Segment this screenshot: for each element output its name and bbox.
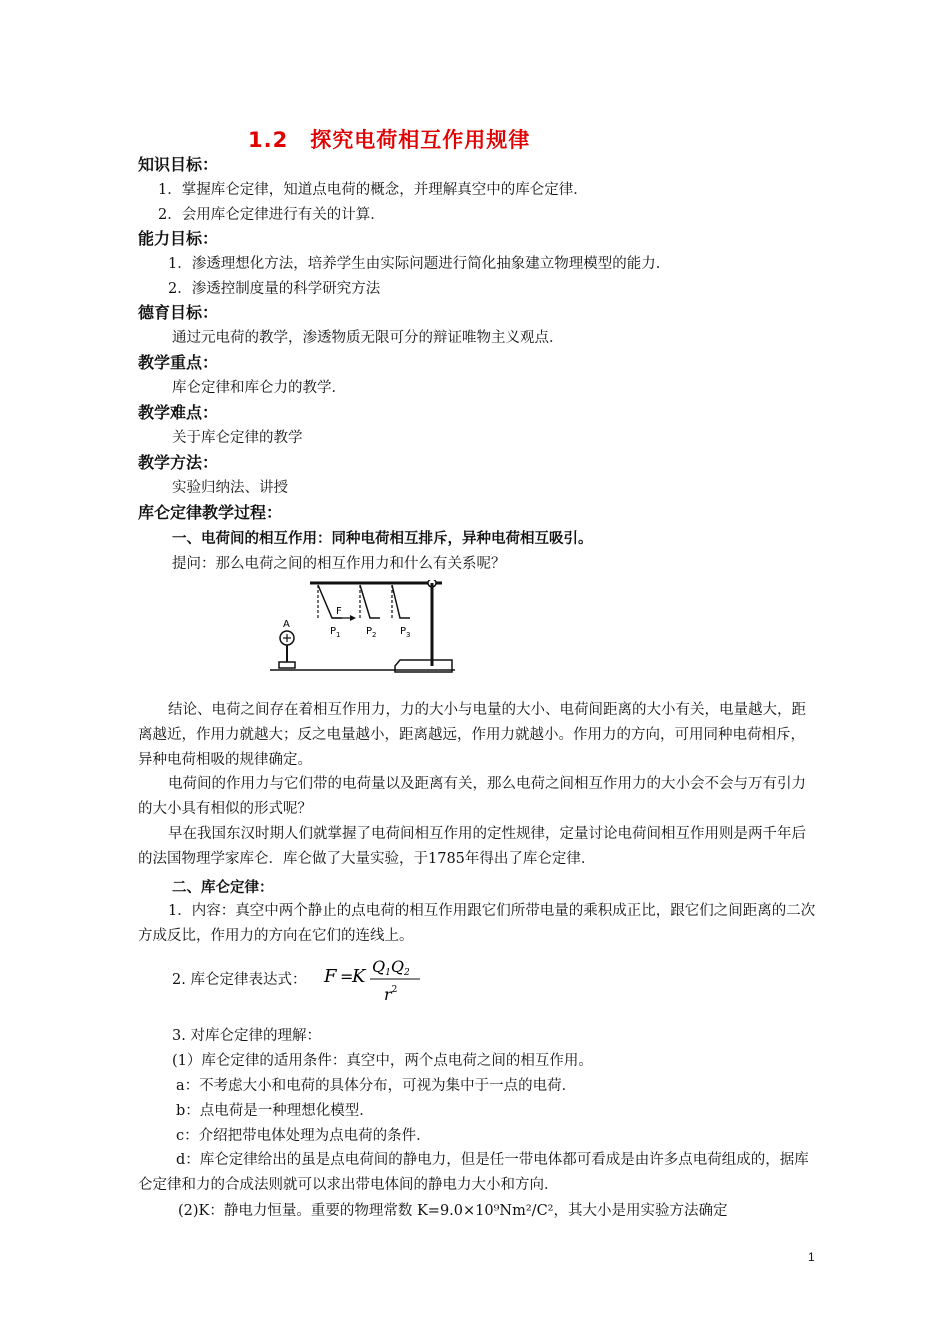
item-d-paragraph [138, 1148, 818, 1198]
paragraph-3-text: 早在我国东汉时期人们就掌握了电荷间相互作用的定性规律，定量讨论电荷间相互作用则是两千年后的法国物理学家库仑．库仑做了大量实验，于1785年得出了库仑定律． [138, 826, 806, 867]
method-1: 实验归纳法、讲授 [172, 480, 288, 496]
pendulum-3 [392, 585, 410, 618]
key-point-1: 库仑定律和库仑力的教学． [172, 380, 346, 396]
conclusion-paragraph [138, 698, 818, 773]
methods-heading: 教学方法： [138, 453, 219, 472]
item-a: a：不考虑大小和电荷的具体分布，可视为集中于一点的电荷． [176, 1078, 577, 1094]
coulomb-experiment-figure [270, 580, 455, 675]
key-points-heading: 教学重点： [138, 353, 219, 372]
paragraph-2-text: 电荷间的作用力与它们带的电荷量以及距离有关，那么电荷之间相互作用力的大小会不会与万有引力的大小具有相似的形式呢？ [138, 776, 806, 817]
moral-goal-1: 通过元电荷的教学，渗透物质无限可分的辩证唯物主义观点． [172, 330, 564, 346]
condition-text: (1）库仑定律的适用条件：真空中，两个点电荷之间的相互作用。 [172, 1053, 593, 1069]
p3-label: $P_3$ [400, 626, 411, 639]
p2-label: $P_2$ [366, 626, 377, 639]
ability-goal-1: 1．渗透理想化方法，培养学生由实际问题进行简化抽象建立物理模型的能力． [168, 256, 671, 272]
difficulties-heading: 教学难点： [138, 403, 219, 422]
knowledge-goals-heading: 知识目标： [138, 155, 219, 174]
formula-equals: = [340, 967, 354, 986]
page-number: 1 [808, 1250, 815, 1264]
section-2-heading: 二、库仑定律： [172, 880, 274, 896]
p1-label: $P_1$ [330, 626, 341, 639]
item-d: d：库仑定律给出的虽是点电荷间的静电力，但是任一带电体都可看成是由许多点电荷组成的，据库仑定律和力的合成法则就可以求出带电体间的静电力大小和方向． [138, 1152, 809, 1193]
ability-goals-heading: 能力目标： [138, 229, 219, 248]
content-text: 1．内容：真空中两个静止的点电荷的相互作用跟它们所带电量的乘积成正比，跟它们之间距离的二次方成反比，作用力的方向在它们的连线上。 [138, 903, 816, 944]
sphere-a-label: A [283, 619, 290, 630]
knowledge-goal-2: 2．会用库仑定律进行有关的计算． [158, 207, 385, 223]
pendulum-2 [360, 585, 380, 618]
sphere-base [279, 662, 295, 668]
paragraph-2 [138, 772, 818, 822]
ability-goal-2: 2．渗透控制度量的科学研究方法 [168, 281, 381, 297]
force-label: F [336, 606, 342, 617]
k-constant-text: (2)K：静电力恒量。重要的物理常数 K=9.0×10⁹Nm²/C²，其大小是用实验方法确定 [178, 1203, 728, 1219]
formula-numerator: Q1Q2 [372, 958, 410, 978]
section-1-heading: 一、电荷间的相互作用：同种电荷相互排斥，异种电荷相互吸引。 [172, 531, 593, 547]
knowledge-goal-1: 1．掌握库仑定律，知道点电荷的概念，并理解真空中的库仑定律． [158, 182, 588, 198]
page-title: 1.2 探究电荷相互作用规律 [248, 128, 531, 152]
process-heading: 库仑定律教学过程： [138, 503, 283, 522]
moral-goals-heading: 德育目标： [138, 303, 219, 322]
conclusion-text: 结论、电荷之间存在着相互作用力，力的大小与电量的大小、电荷间距离的大小有关，电量越大，距离越近，作用力就越大；反之电量越小，距离越远，作用力就越小。作用力的方向，可用同种电荷相斥，异种电荷相吸的规律确定。 [138, 702, 806, 768]
item-c: c：介绍把带电体处理为点电荷的条件． [176, 1128, 431, 1144]
understanding-heading: 3. 对库仑定律的理解： [172, 1028, 321, 1044]
formula-denominator: $r^2$ [384, 985, 398, 1004]
content-paragraph [138, 899, 818, 949]
force-arrowhead [350, 615, 356, 621]
formula-k: K [352, 966, 366, 987]
coulomb-formula [322, 958, 422, 1006]
question-text: 提问：那么电荷之间的相互作用力和什么有关系呢？ [172, 556, 506, 572]
formula-f: F [324, 966, 337, 987]
item-b: b：点电荷是一种理想化模型． [176, 1103, 374, 1119]
paragraph-3 [138, 822, 818, 872]
difficulty-1: 关于库仑定律的教学 [172, 430, 303, 446]
expression-label: 2. 库仑定律表达式： [172, 972, 307, 988]
